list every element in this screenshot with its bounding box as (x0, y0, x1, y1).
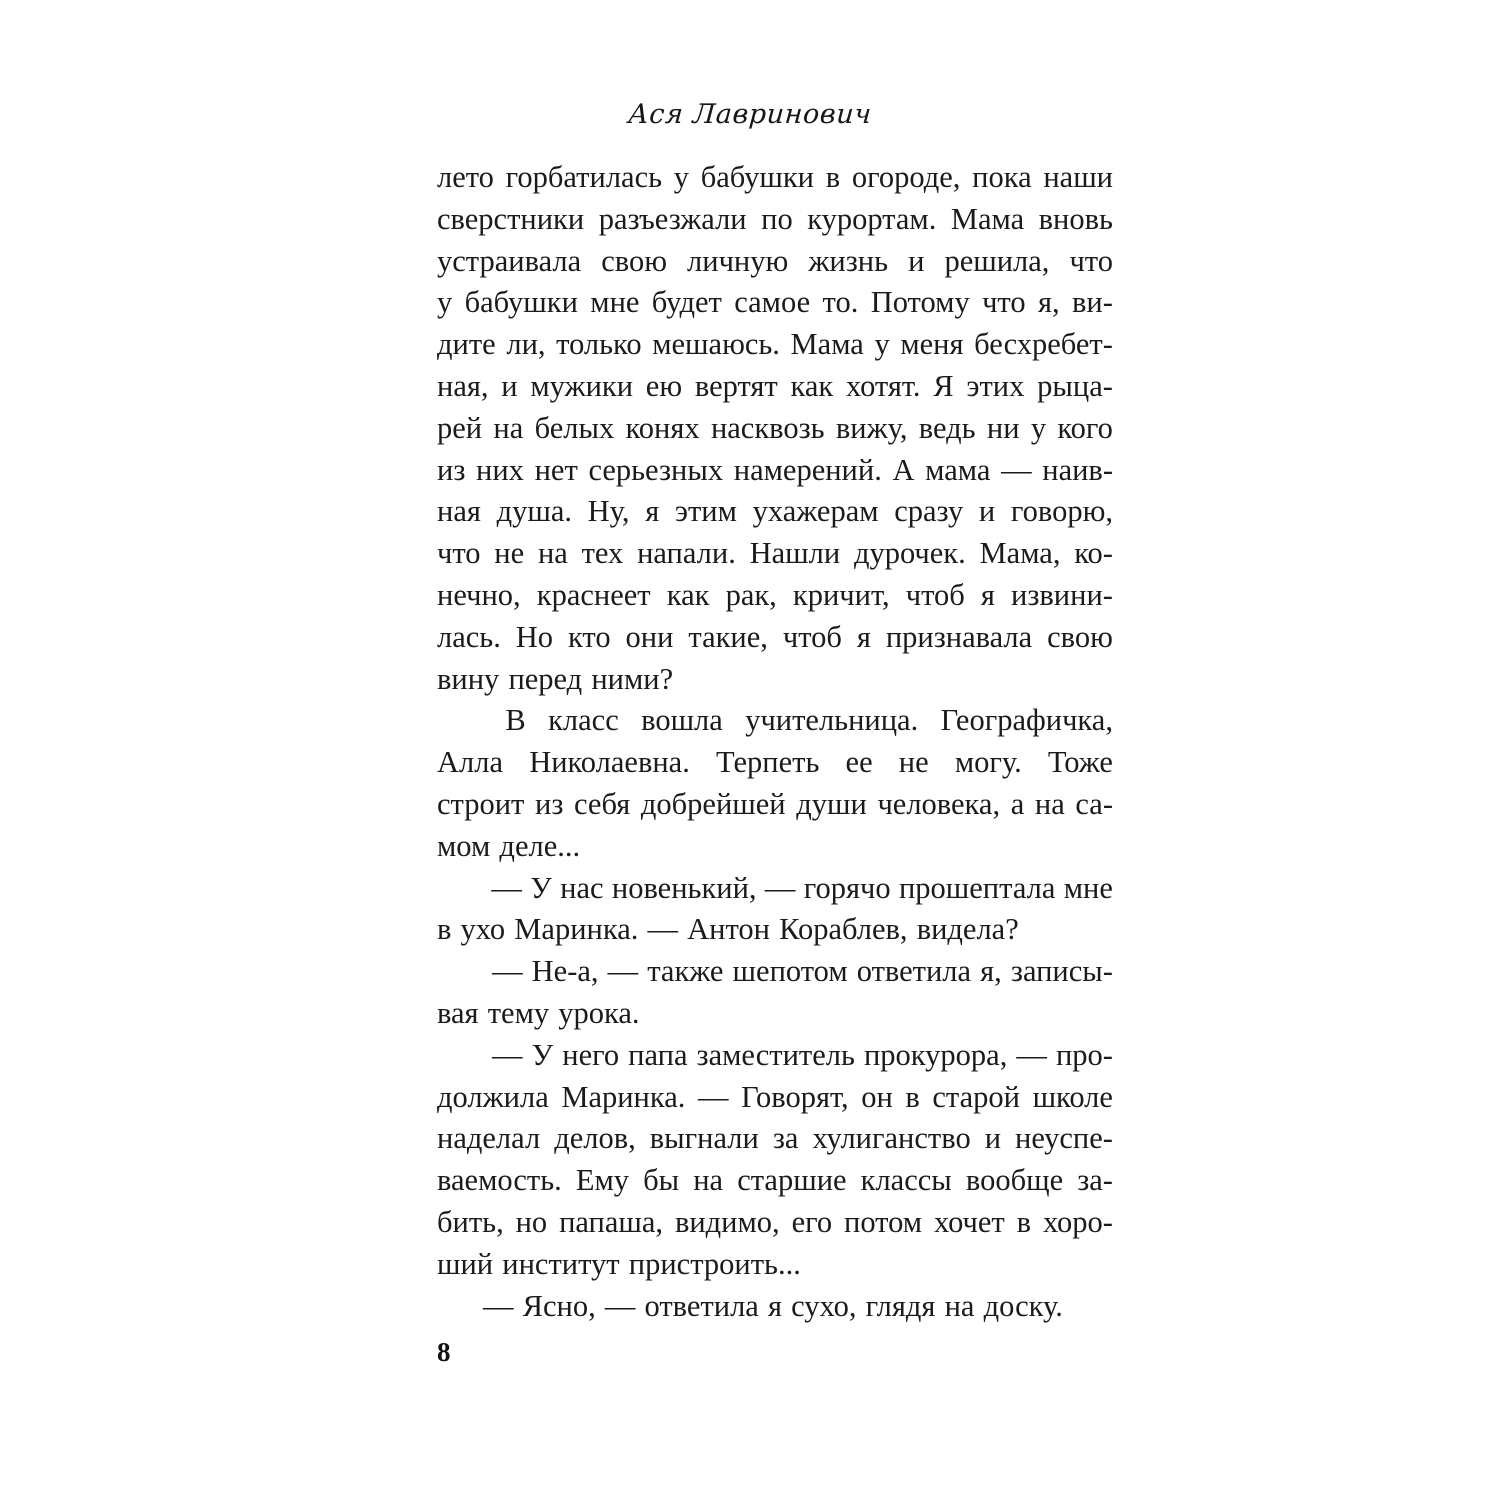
word: про- (1055, 1037, 1113, 1072)
word: класс (548, 703, 619, 738)
word: — (492, 1037, 523, 1072)
word: извини- (1011, 577, 1113, 612)
word: старшие (737, 1163, 847, 1198)
word: ни (986, 410, 1020, 445)
word: огороде, (851, 160, 961, 194)
text-line (437, 282, 1113, 324)
word: как (790, 368, 834, 403)
word: А (892, 452, 915, 487)
word: личную (687, 243, 789, 278)
word: урока. (558, 995, 640, 1030)
word: меня (900, 327, 964, 362)
word: пока (972, 160, 1032, 194)
word: а (1010, 786, 1025, 821)
word: вертят (694, 368, 778, 403)
text-line (437, 1118, 1113, 1160)
word: добрейшей (640, 786, 786, 821)
word: мама (925, 452, 991, 487)
text-line (437, 826, 1113, 868)
text-line (437, 868, 1113, 910)
word: его (791, 1204, 833, 1239)
word: конях (625, 410, 700, 445)
word: — (764, 870, 796, 905)
word: что (1069, 243, 1113, 278)
word: кого (1057, 410, 1113, 445)
word: новенький, (611, 870, 757, 905)
word: мне (1063, 870, 1113, 905)
word: ними? (591, 661, 674, 696)
word: я (856, 619, 871, 654)
word: ухажерам (752, 494, 879, 529)
page-number: 8 (437, 1337, 451, 1367)
word: намерений. (733, 452, 882, 487)
word: бабушки (700, 160, 815, 194)
text-line (437, 1160, 1113, 1202)
word: этих (966, 368, 1025, 403)
word: прокурора, (863, 1037, 1008, 1072)
word: ответила (644, 1288, 759, 1323)
word: такие, (688, 619, 768, 654)
word: сухо, (791, 1288, 857, 1323)
word: на (493, 410, 524, 445)
word: наделал (437, 1121, 541, 1156)
word: папа (628, 1037, 688, 1072)
word: из (535, 786, 564, 821)
text-line (437, 491, 1113, 533)
word: неуспе- (1015, 1121, 1113, 1156)
word: дите (437, 327, 496, 362)
word: у (673, 160, 689, 194)
word: на (693, 1163, 724, 1198)
word: ответила (856, 954, 972, 989)
word: Николаевна. (529, 745, 690, 780)
word: бы (643, 1163, 680, 1198)
word: ею (645, 368, 683, 403)
word: — (604, 1288, 636, 1323)
word: я (645, 494, 660, 529)
word: мне (590, 285, 640, 320)
word: чтоб (905, 577, 965, 612)
word: выгнали (649, 1121, 759, 1156)
word: и (501, 368, 518, 403)
word: на (537, 536, 568, 571)
word: тему (487, 995, 550, 1030)
word: нет (534, 452, 578, 487)
text-line (437, 784, 1113, 826)
word: на (944, 1288, 975, 1323)
word: они (625, 619, 674, 654)
word: рей (437, 410, 483, 445)
word: не (494, 536, 525, 571)
word: горячо (803, 870, 891, 905)
word: но (515, 1204, 548, 1239)
text-line (437, 157, 1113, 199)
word: я (980, 577, 995, 612)
text-line (437, 909, 1113, 951)
word: Ну, (587, 494, 630, 529)
word: что (982, 285, 1026, 320)
word: будет (651, 285, 722, 320)
word: нас (560, 870, 604, 905)
word: вообще (965, 1163, 1064, 1198)
word: Я (933, 368, 954, 403)
paragraph (437, 951, 1113, 1035)
word: самое (734, 285, 811, 320)
word: я, (1037, 285, 1060, 320)
word: у (1030, 410, 1047, 445)
word: ваемость. (437, 1163, 562, 1198)
word: вину (437, 661, 500, 696)
word: что (437, 536, 481, 571)
word: него (562, 1037, 620, 1072)
word: свою (601, 243, 667, 278)
word: то. (822, 285, 859, 320)
word: — (483, 1288, 514, 1323)
word: них (476, 452, 524, 487)
word: ная, (437, 368, 489, 403)
word: и (978, 494, 996, 529)
word: насквозь (710, 410, 825, 445)
word: чтоб (782, 619, 842, 654)
word: — (697, 1079, 729, 1114)
word: Но (515, 619, 554, 654)
word: ная (437, 494, 481, 529)
word: — (647, 912, 678, 947)
word: признавала (885, 619, 1033, 654)
word: дурочек. (853, 536, 966, 571)
word: разъезжали (598, 201, 747, 236)
word: хотят. (845, 368, 921, 403)
word: школе (1032, 1079, 1113, 1114)
word: — (1001, 452, 1032, 487)
text-line (437, 533, 1113, 575)
word: хулиганство (812, 1121, 971, 1156)
word: жизнь (808, 243, 889, 278)
text-line (437, 1244, 1113, 1286)
word: душа. (496, 494, 572, 529)
word: Ему (575, 1163, 630, 1198)
word: записы- (1010, 954, 1113, 989)
word: пристроить... (628, 1246, 801, 1281)
paragraph (437, 1035, 1113, 1286)
paragraph (437, 868, 1113, 952)
word: Мама, (979, 536, 1061, 571)
word: делов, (554, 1121, 636, 1156)
text-line (437, 617, 1113, 659)
word: доску. (983, 1288, 1063, 1323)
word: души (796, 786, 867, 821)
word: напали. (637, 536, 736, 571)
word: лась. (437, 619, 501, 654)
word: должила (437, 1079, 549, 1114)
word: и (984, 1121, 1002, 1156)
word: и (908, 243, 925, 278)
word: Не-а, (531, 954, 599, 989)
word: краснеет (536, 577, 651, 612)
word: Говорят, (741, 1079, 849, 1114)
text-line (437, 742, 1113, 784)
word: са- (1075, 786, 1113, 821)
word: нечно, (437, 577, 521, 612)
paragraph (437, 157, 1113, 700)
word: ли, (506, 327, 546, 362)
word: вновь (1038, 201, 1113, 236)
word: в (437, 912, 452, 947)
word: Маринка. (561, 1079, 686, 1114)
word: кто (568, 619, 611, 654)
paragraph (437, 700, 1113, 867)
word: хочет (933, 1204, 1005, 1239)
text-line (437, 324, 1113, 366)
word: видела? (916, 912, 1019, 947)
word: вошла (641, 703, 723, 738)
word: свою (1047, 619, 1113, 654)
word: в (905, 1079, 920, 1114)
word: классы (860, 1163, 952, 1198)
word: за (772, 1121, 799, 1156)
word: вая (437, 995, 479, 1030)
word: деле... (499, 828, 581, 863)
word: потом (844, 1204, 923, 1239)
body-text-block (437, 157, 1113, 1327)
word: человека, (877, 786, 1001, 821)
word: только (556, 327, 642, 362)
word: институт (502, 1246, 620, 1281)
word: решила, (944, 243, 1050, 278)
word: видимо, (674, 1204, 780, 1239)
word: курортам. (807, 201, 937, 236)
word: В (505, 703, 526, 738)
word: хоро- (1042, 1204, 1113, 1239)
word: шепотом (732, 954, 848, 989)
word: бабушки (464, 285, 578, 320)
word: лето (437, 160, 494, 194)
text-line (437, 1286, 1113, 1328)
word: он (861, 1079, 893, 1114)
word: Ясно, (522, 1288, 596, 1323)
text-line (437, 450, 1113, 492)
word: серьезных (588, 452, 724, 487)
word: ви- (1071, 285, 1113, 320)
word: я, (980, 954, 1002, 989)
word: ко- (1074, 536, 1113, 571)
word: горбатилась (505, 160, 663, 194)
text-line (437, 241, 1113, 283)
word: Нашли (749, 536, 841, 571)
word: мом (437, 828, 491, 863)
word: Тоже (1047, 745, 1113, 780)
word: в (825, 160, 841, 194)
word: наши (1043, 160, 1113, 194)
word: ший (437, 1246, 494, 1281)
word: Мама (950, 201, 1025, 236)
word: по (761, 201, 793, 236)
word: рыца- (1037, 368, 1113, 403)
word: говорю, (1010, 494, 1113, 529)
text-line (437, 575, 1113, 617)
word: ее (845, 745, 873, 780)
word: — (492, 954, 523, 989)
word: ухо (460, 912, 506, 947)
text-line (437, 951, 1113, 993)
word: Мама (790, 327, 864, 362)
word: наив- (1042, 452, 1113, 487)
word: у (437, 285, 453, 320)
word: заместитель (696, 1037, 855, 1072)
word: могу. (954, 745, 1022, 780)
word: строит (437, 786, 525, 821)
word: Кораблев, (779, 912, 908, 947)
word: Потому (870, 285, 970, 320)
text-line (437, 659, 1113, 701)
word: сразу (894, 494, 964, 529)
text-line (437, 199, 1113, 241)
word: кричит, (792, 577, 890, 612)
word: из (437, 452, 466, 487)
text-line (437, 366, 1113, 408)
text-line (437, 1202, 1113, 1244)
word: вижу, (835, 410, 908, 445)
word: у (874, 327, 890, 362)
word: устраивала (437, 243, 582, 278)
text-line (437, 993, 1113, 1035)
word: белых (534, 410, 615, 445)
word: также (647, 954, 724, 989)
word: У (531, 1037, 554, 1072)
word: ведь (918, 410, 976, 445)
word: рак, (725, 577, 777, 612)
word: Маринка. (514, 912, 639, 947)
paragraph (437, 1286, 1113, 1328)
word: бесхребет- (974, 327, 1113, 362)
word: папаша, (559, 1204, 664, 1239)
running-head: Ася Лавринович (627, 99, 873, 130)
word: как (666, 577, 710, 612)
word: прошептала (898, 870, 1056, 905)
word: Антон (687, 912, 770, 947)
word: старой (932, 1079, 1020, 1114)
word: У (530, 870, 552, 905)
text-line (437, 1077, 1113, 1119)
text-line (437, 700, 1113, 742)
word: в (1016, 1204, 1032, 1239)
word: Терпеть (716, 745, 820, 780)
word: на (1034, 786, 1065, 821)
word: глядя (865, 1288, 936, 1323)
text-line (437, 1035, 1113, 1077)
word: Алла (437, 745, 504, 780)
word: за- (1077, 1163, 1113, 1198)
word: Географичка, (940, 703, 1113, 738)
word: не (898, 745, 929, 780)
word: сверстники (437, 201, 585, 236)
word: бить, (437, 1204, 504, 1239)
word: перед (508, 661, 583, 696)
word: мужики (530, 368, 634, 403)
word: этим (674, 494, 737, 529)
word: мешаюсь. (652, 327, 780, 362)
text-line (437, 408, 1113, 450)
word: — (491, 870, 522, 905)
word: — (607, 954, 639, 989)
word: я (768, 1288, 783, 1323)
word: тех (581, 536, 624, 571)
word: — (1016, 1037, 1047, 1072)
word: себя (574, 786, 631, 821)
word: учительница. (745, 703, 919, 738)
